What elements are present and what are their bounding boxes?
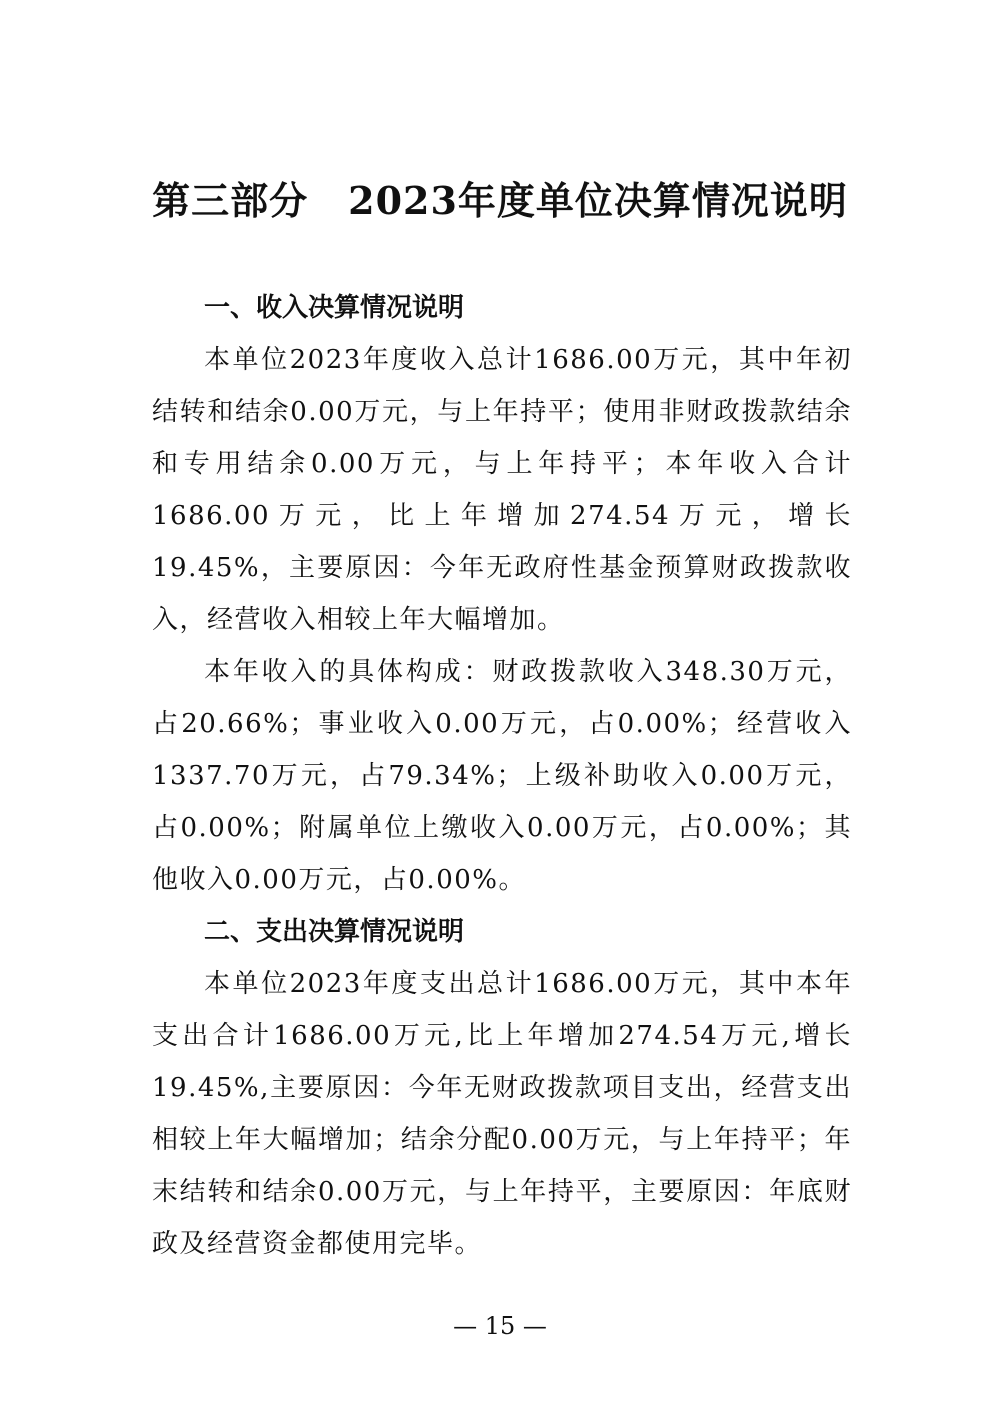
income-summary-paragraph: 本单位2023年度收入总计1686.00万元，其中年初结转和结余0.00万元，与上年持平；使用非财政拨款结余和专用结余0.00万元，与上年持平；本年收入合计1686.00万元，比上年增加274.54万元，增长19.45%，主要原因：今年无政府性基金预算财政拨款收入，经营收入相较上年大幅增加。 — [152, 345, 852, 635]
title-part: 第三部分 — [152, 178, 309, 223]
section-heading-income: 一、收入决算情况说明 — [204, 293, 465, 323]
expenditure-summary-paragraph: 本单位2023年度支出总计1686.00万元，其中本年支出合计1686.00万元,比上年增加274.54万元,增长19.45%,主要原因：今年无财政拨款项目支出，经营支出相较上年大幅增加；结余分配0.00万元，与上年持平；年末结转和结余0.00万元，与上年持平，主要原因：年底财政及经营资金都使用完毕。 — [152, 969, 852, 1259]
page-title — [0, 170, 1000, 225]
document-body — [152, 282, 852, 1270]
title-main: 2023年度单位决算情况说明 — [348, 178, 848, 223]
income-composition-paragraph: 本年收入的具体构成：财政拨款收入348.30万元，占20.66%；事业收入0.00万元，占0.00%；经营收入1337.70万元，占79.34%；上级补助收入0.00万元，占0.00%；附属单位上缴收入0.00万元，占0.00%；其他收入0.00万元，占0.00%。 — [152, 657, 852, 895]
section-heading-expenditure: 二、支出决算情况说明 — [204, 917, 465, 947]
page-number: — 15 — — [453, 1312, 547, 1340]
